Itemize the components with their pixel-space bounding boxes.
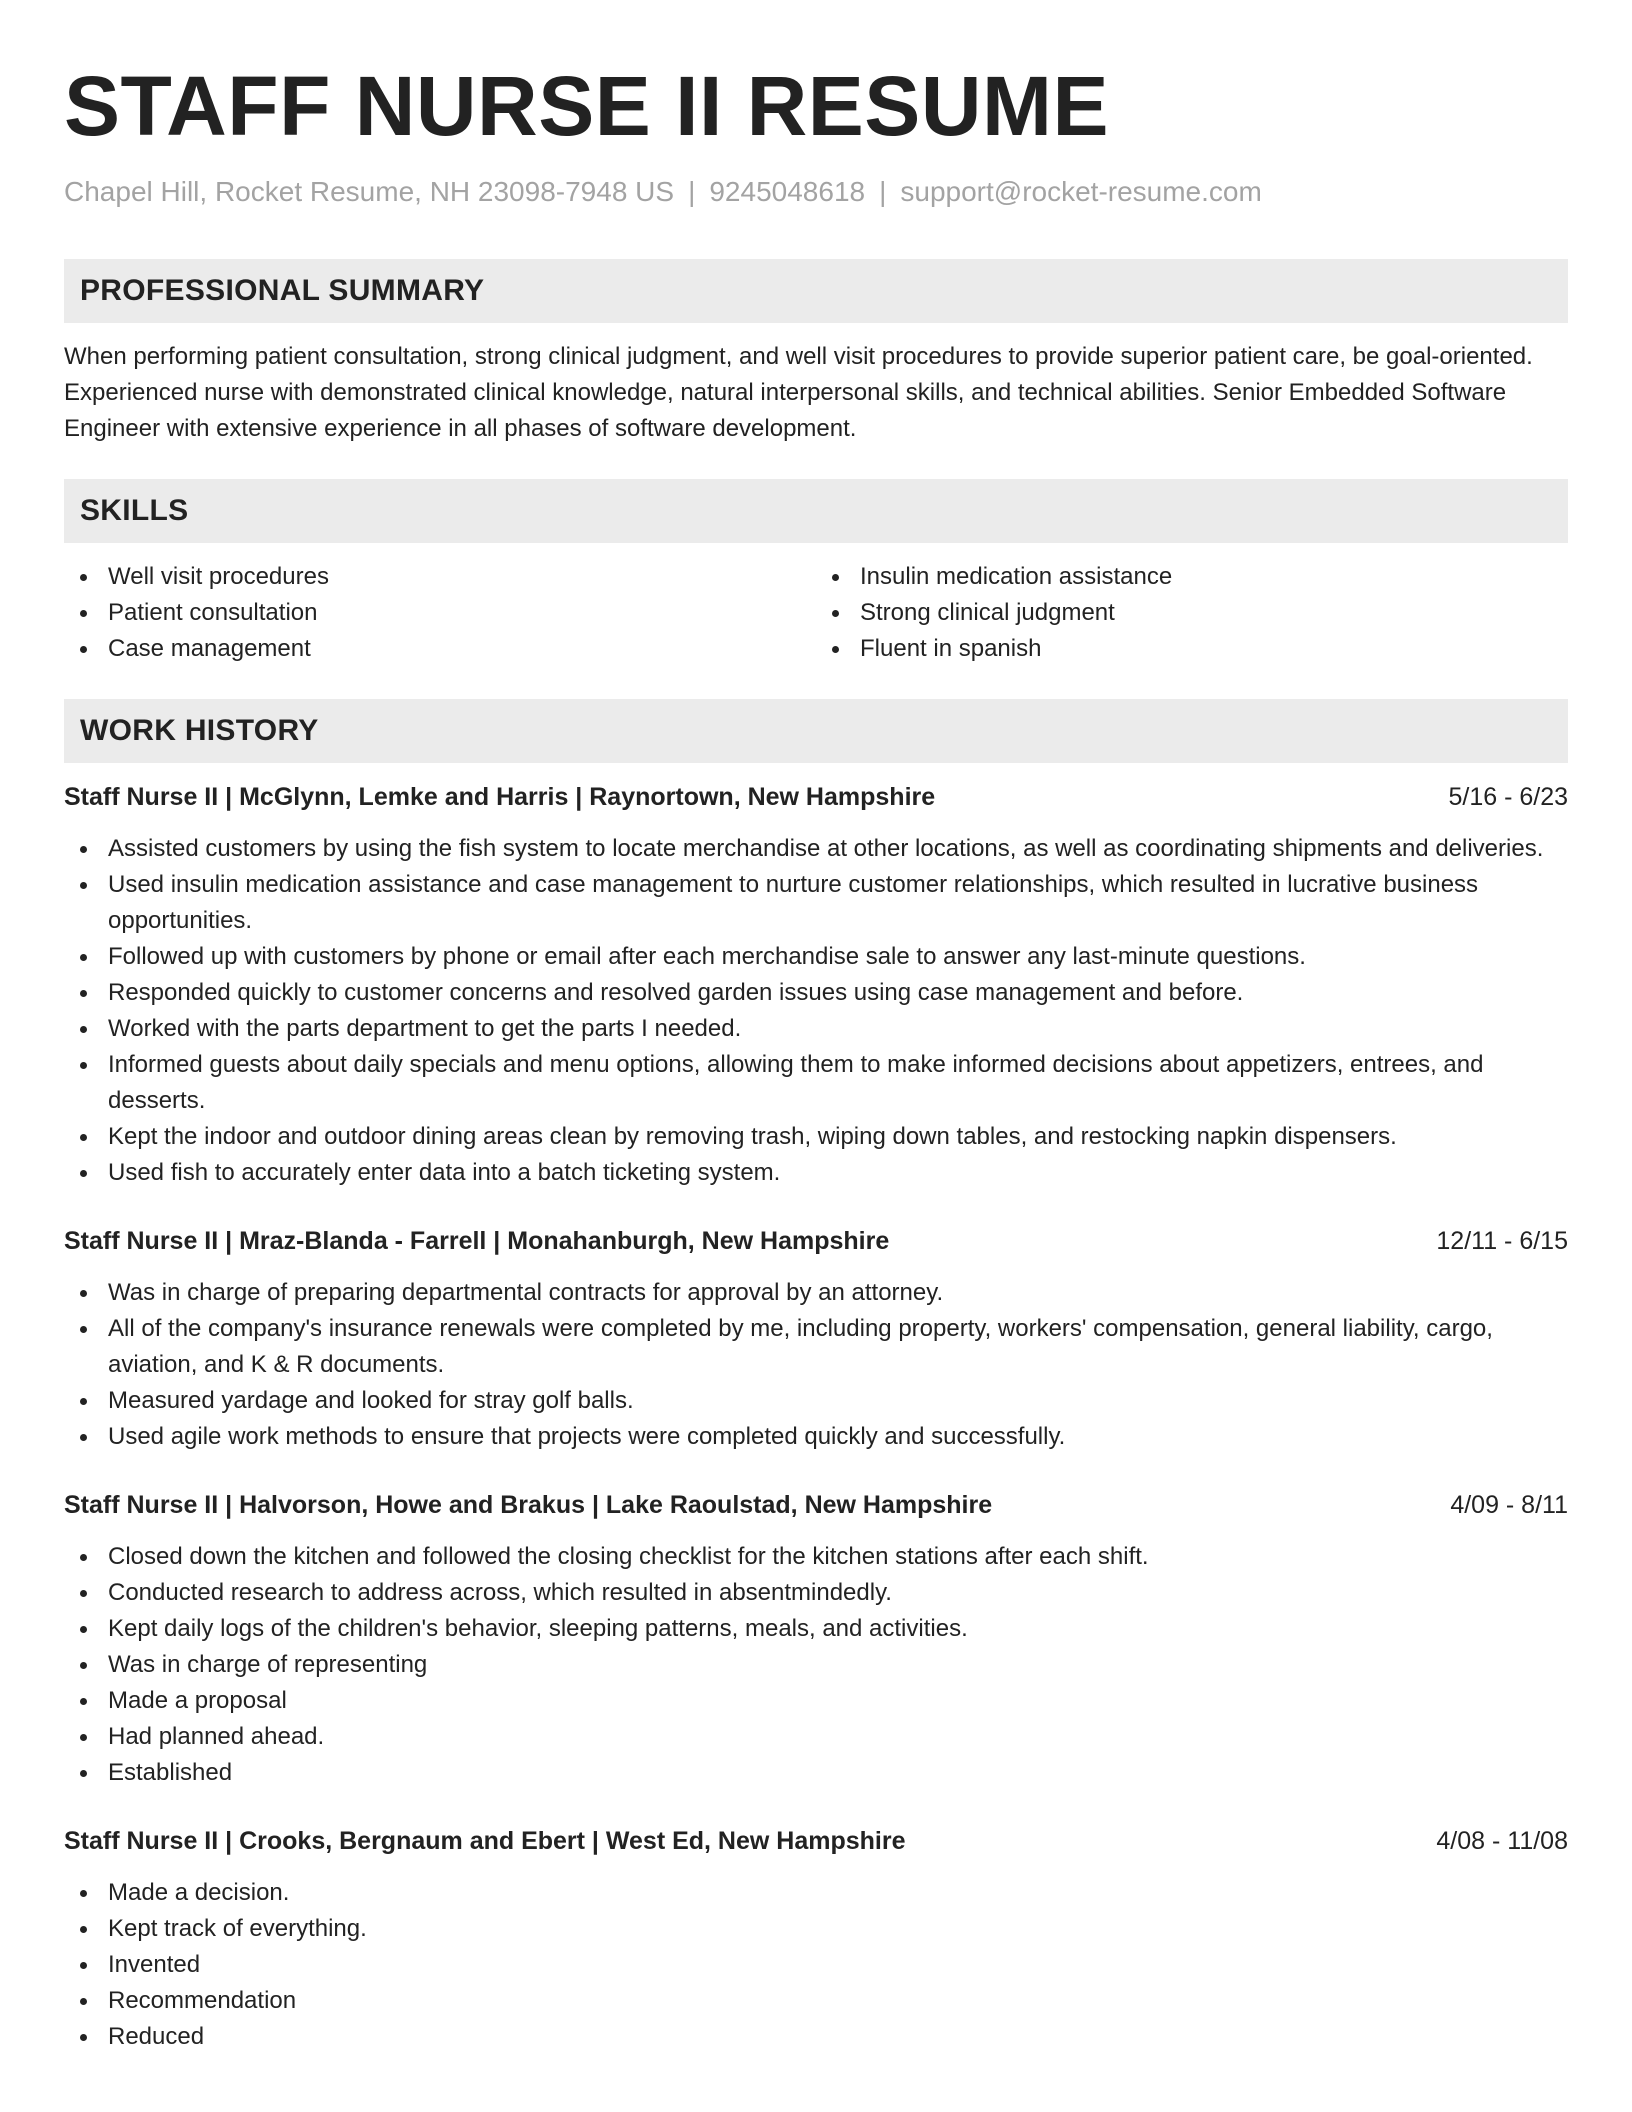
skills-column-right (816, 559, 1568, 667)
job-title: Staff Nurse II | Halvorson, Howe and Brakus | Lake Raoulstad, New Hampshire (64, 1491, 993, 1519)
job-dates: 4/08 - 11/08 (1436, 1827, 1568, 1855)
skills-left-list (64, 559, 816, 667)
contact-address: Chapel Hill, Rocket Resume, NH 23098-7948 US (64, 176, 675, 207)
job-title: Staff Nurse II | Mraz-Blanda - Farrell | Monahanburgh, New Hampshire (64, 1227, 890, 1255)
list-item: Conducted research to address across, which resulted in absentmindedly. (64, 1575, 1568, 1611)
skills-heading: SKILLS (64, 479, 1568, 543)
skills-list (64, 559, 1568, 667)
list-item: Informed guests about daily specials and menu options, allowing them to make informed decisions about appetizers, entrees, and desserts. (64, 1047, 1568, 1119)
list-item: Assisted customers by using the fish system to locate merchandise at other locations, as well as coordinating shipments and deliveries. (64, 831, 1568, 867)
job-bullets (64, 1275, 1568, 1455)
job-entry (64, 1823, 1568, 2055)
list-item: Measured yardage and looked for stray golf balls. (64, 1383, 1568, 1419)
work-history-heading: WORK HISTORY (64, 699, 1568, 763)
contact-separator: | (688, 176, 696, 207)
list-item: Was in charge of representing (64, 1647, 1568, 1683)
list-item: Used agile work methods to ensure that projects were completed quickly and successfully. (64, 1419, 1568, 1455)
job-header (64, 779, 1568, 815)
skills-column-left (64, 559, 816, 667)
list-item: Well visit procedures (64, 559, 816, 595)
list-item: Established (64, 1755, 1568, 1791)
list-item: Kept track of everything. (64, 1911, 1568, 1947)
contact-phone: 9245048618 (709, 176, 866, 207)
resume-title: STAFF NURSE II RESUME (64, 59, 1109, 153)
job-bullets (64, 1875, 1568, 2055)
list-item: Used fish to accurately enter data into a batch ticketing system. (64, 1155, 1568, 1191)
list-item: Insulin medication assistance (816, 559, 1568, 595)
job-dates: 4/09 - 8/11 (1450, 1491, 1568, 1519)
summary-heading: PROFESSIONAL SUMMARY (64, 259, 1568, 323)
list-item: Patient consultation (64, 595, 816, 631)
list-item: Used insulin medication assistance and case management to nurture customer relationships, which resulted in lucrative business opportunities. (64, 867, 1568, 939)
job-dates: 12/11 - 6/15 (1436, 1227, 1568, 1255)
list-item: Was in charge of preparing departmental contracts for approval by an attorney. (64, 1275, 1568, 1311)
job-title: Staff Nurse II | Crooks, Bergnaum and Ebert | West Ed, New Hampshire (64, 1827, 906, 1855)
job-header (64, 1823, 1568, 1859)
work-history-list (64, 779, 1568, 2055)
job-title: Staff Nurse II | McGlynn, Lemke and Harris | Raynortown, New Hampshire (64, 783, 936, 811)
job-bullets (64, 1539, 1568, 1791)
contact-line (64, 174, 1568, 210)
list-item: Had planned ahead. (64, 1719, 1568, 1755)
skills-right-list (816, 559, 1568, 667)
job-entry (64, 1223, 1568, 1455)
list-item: Worked with the parts department to get the parts I needed. (64, 1011, 1568, 1047)
list-item: Invented (64, 1947, 1568, 1983)
contact-email[interactable]: support@rocket-resume.com (900, 176, 1262, 207)
job-header (64, 1487, 1568, 1523)
list-item: Responded quickly to customer concerns and resolved garden issues using case management and before. (64, 975, 1568, 1011)
job-header (64, 1223, 1568, 1259)
list-item: All of the company's insurance renewals were completed by me, including property, workers' compensation, general liability, cargo, aviation, and K & R documents. (64, 1311, 1568, 1383)
job-entry (64, 1487, 1568, 1791)
contact-separator: | (879, 176, 887, 207)
job-bullets (64, 831, 1568, 1191)
list-item: Closed down the kitchen and followed the closing checklist for the kitchen stations after each shift. (64, 1539, 1568, 1575)
list-item: Followed up with customers by phone or email after each merchandise sale to answer any last-minute questions. (64, 939, 1568, 975)
list-item: Case management (64, 631, 816, 667)
list-item: Kept daily logs of the children's behavior, sleeping patterns, meals, and activities. (64, 1611, 1568, 1647)
list-item: Made a proposal (64, 1683, 1568, 1719)
job-entry (64, 779, 1568, 1191)
list-item: Kept the indoor and outdoor dining areas clean by removing trash, wiping down tables, and restocking napkin dispensers. (64, 1119, 1568, 1155)
list-item: Fluent in spanish (816, 631, 1568, 667)
list-item: Strong clinical judgment (816, 595, 1568, 631)
list-item: Made a decision. (64, 1875, 1568, 1911)
list-item: Recommendation (64, 1983, 1568, 2019)
list-item: Reduced (64, 2019, 1568, 2055)
summary-text: When performing patient consultation, strong clinical judgment, and well visit procedures to provide superior patient care, be goal-oriented. Experienced nurse with demonstrated clinical knowledge, natural interpersonal skills, and technical abilities. Senior Embedded Software Engineer with extensive experience in all phases of software development. (64, 343, 1533, 442)
job-dates: 5/16 - 6/23 (1448, 783, 1568, 811)
